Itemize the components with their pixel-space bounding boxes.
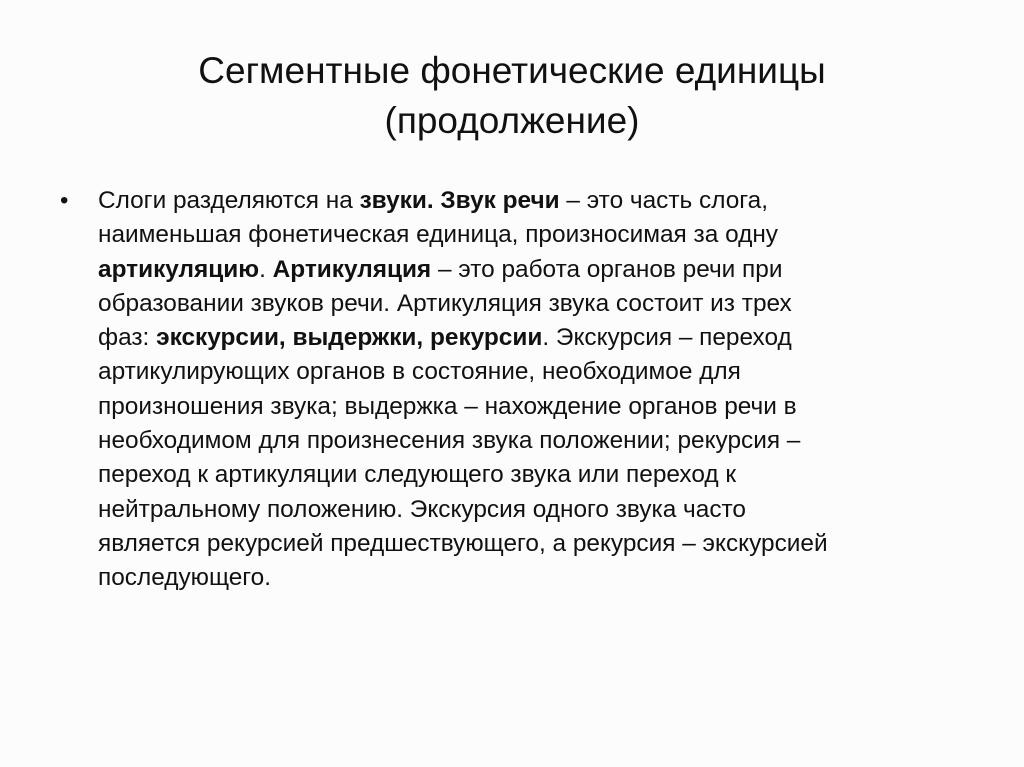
body-bold-term: звуки.: [359, 187, 434, 214]
body-text: необходимом для произнесения звука положении; рекурсия –: [98, 427, 801, 455]
body-line: [98, 287, 968, 321]
body-bold-term: Звук речи: [440, 187, 560, 214]
body-bold-term: экскурсии, выдержки, рекурсии: [156, 324, 543, 352]
body-text: .: [259, 255, 273, 283]
body-line: [98, 561, 968, 595]
body-line: [98, 355, 968, 389]
body-text: является рекурсией предшествующего, а рекурсия – экскурсией: [98, 529, 828, 557]
body-text: – это часть слога,: [559, 187, 768, 214]
body-text: произношения звука; выдержка – нахождение органов речи в: [98, 392, 797, 420]
body-text: последующего.: [98, 564, 272, 592]
body-text: нейтральному положению. Экскурсия одного звука часто: [98, 495, 746, 523]
body-text: артикулирующих органов в состояние, необходимое для: [98, 358, 741, 386]
slide-title: [0, 46, 1024, 146]
body-line: [98, 184, 968, 218]
body-text: наименьшая фонетическая единица, произносимая за одну: [98, 221, 778, 249]
body-line: [98, 253, 968, 287]
body-line: [98, 458, 968, 492]
bullet-marker: •: [60, 187, 69, 214]
body-text: Слоги разделяются на: [98, 187, 360, 214]
body-line: [98, 424, 968, 458]
slide-title-line-2: (продолжение): [384, 100, 640, 141]
slide-body: [98, 184, 968, 596]
body-text: – это работа органов речи при: [431, 255, 783, 283]
body-line: [98, 527, 968, 561]
body-line: [98, 390, 968, 424]
body-text: переход к артикуляции следующего звука или переход к: [98, 461, 737, 489]
body-text: фаз:: [98, 324, 157, 352]
body-text: . Экскурсия – переход: [542, 324, 792, 352]
slide-title-line-1: Сегментные фонетические единицы: [198, 50, 826, 91]
body-paragraph: [98, 184, 968, 596]
body-bold-term: Артикуляция: [272, 255, 432, 283]
body-line: [98, 321, 968, 355]
body-line: [98, 218, 968, 252]
body-text: образовании звуков речи. Артикуляция звука состоит из трех: [98, 289, 792, 317]
body-line: [98, 493, 968, 527]
body-bold-term: артикуляцию: [98, 255, 260, 283]
